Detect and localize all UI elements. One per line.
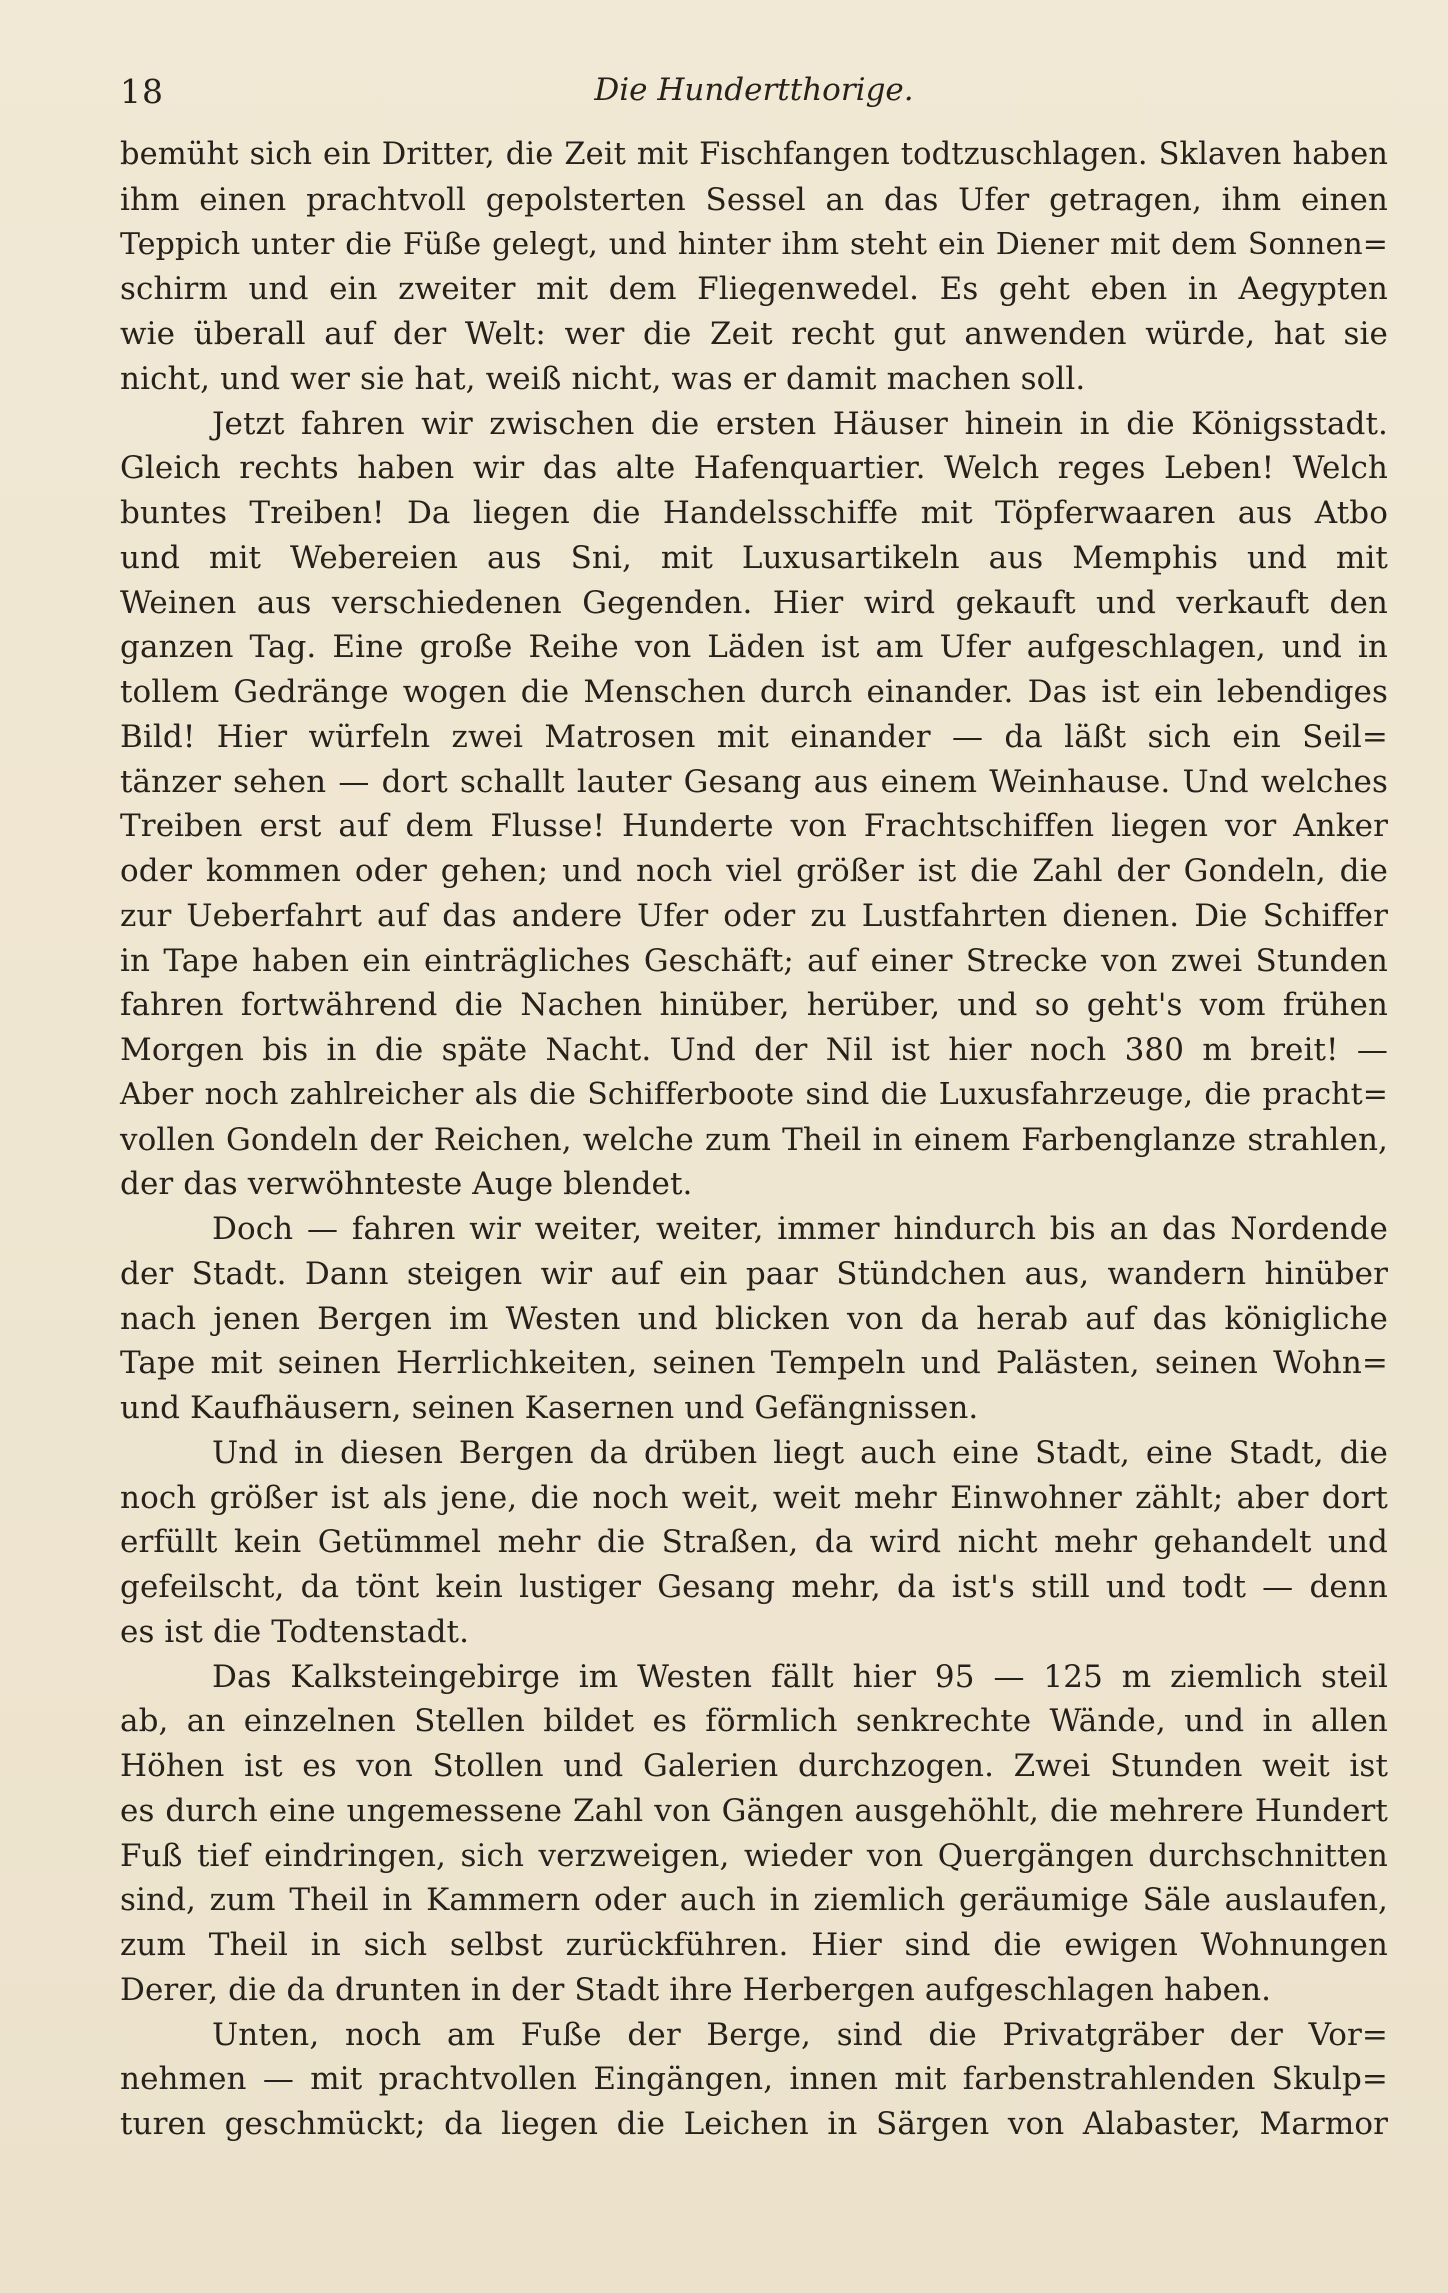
paragraph-start-line: Unten, noch am Fuße der Berge, sind die Privatgräber der Vor= [212, 2016, 1388, 2053]
text-line: vollen Gondeln der Reichen, welche zum Theil in einem Farbenglanze strahlen, [120, 1121, 1388, 1158]
text-line: Fuß tief eindringen, sich verzweigen, wieder von Quergängen durchschnitten [120, 1837, 1388, 1874]
text-line: Treiben erst auf dem Flusse! Hunderte von Frachtschiffen liegen vor Anker [120, 808, 1388, 845]
text-line: zur Ueberfahrt auf das andere Ufer oder zu Lustfahrten dienen. Die Schiffer [120, 897, 1388, 934]
page-number: 18 [120, 72, 164, 111]
text-line: und mit Webereien aus Sni, mit Luxusartikeln aus Memphis und mit [120, 539, 1388, 576]
text-line: erfüllt kein Getümmel mehr die Straßen, da wird nicht mehr gehandelt und [120, 1524, 1388, 1561]
paragraph-start-line: Das Kalksteingebirge im Westen fällt hier 95 — 125 m ziemlich steil [212, 1658, 1388, 1695]
text-line: Aber noch zahlreicher als die Schifferboote sind die Luxusfahrzeuge, die pracht= [120, 1076, 1388, 1112]
text-line: turen geschmückt; da liegen die Leichen in Särgen von Alabaster, Marmor [120, 2106, 1388, 2142]
text-line: der das verwöhnteste Auge blendet. [120, 1166, 693, 1203]
text-line: in Tape haben ein einträgliches Geschäft; auf einer Strecke von zwei Stunden [120, 942, 1388, 979]
body-text [120, 133, 1388, 2147]
paragraph-start-line: Und in diesen Bergen da drüben liegt auch eine Stadt, eine Stadt, die [212, 1434, 1388, 1471]
running-title: Die Hundertthorige. [594, 72, 914, 108]
text-line: nicht, und wer sie hat, weiß nicht, was er damit machen soll. [120, 360, 1086, 397]
text-line: es durch eine ungemessene Zahl von Gängen ausgehöhlt, die mehrere Hundert [120, 1792, 1388, 1829]
text-line: es ist die Todtenstadt. [120, 1613, 470, 1650]
text-line: Weinen aus verschiedenen Gegenden. Hier wird gekauft und verkauft den [120, 584, 1388, 621]
text-line: sind, zum Theil in Kammern oder auch in ziemlich geräumige Säle auslaufen, [120, 1882, 1388, 1919]
paragraph-start-line: Doch — fahren wir weiter, weiter, immer hindurch bis an das Nordende [212, 1211, 1388, 1247]
text-line: Teppich unter die Füße gelegt, und hinter ihm steht ein Diener mit dem Sonnen= [120, 226, 1388, 262]
text-line: tollem Gedränge wogen die Menschen durch einander. Das ist ein lebendiges [120, 674, 1388, 710]
text-line: buntes Treiben! Da liegen die Handelsschiffe mit Töpferwaaren aus Atbo [120, 495, 1388, 531]
text-line: fahren fortwährend die Nachen hinüber, herüber, und so geht's vom frühen [120, 987, 1388, 1024]
text-line: Höhen ist es von Stollen und Galerien durchzogen. Zwei Stunden weit ist [120, 1748, 1388, 1784]
text-line: schirm und ein zweiter mit dem Fliegenwedel. Es geht eben in Aegypten [120, 271, 1388, 308]
text-line: der Stadt. Dann steigen wir auf ein paar Stündchen aus, wandern hinüber [120, 1255, 1388, 1292]
text-line: Gleich rechts haben wir das alte Hafenquartier. Welch reges Leben! Welch [120, 450, 1388, 487]
text-line: gefeilscht, da tönt kein lustiger Gesang mehr, da ist's still und todt — denn [120, 1569, 1388, 1605]
text-line: Morgen bis in die späte Nacht. Und der Nil ist hier noch 380 m breit! — [120, 1032, 1388, 1068]
text-line: Tape mit seinen Herrlichkeiten, seinen Tempeln und Palästen, seinen Wohn= [120, 1345, 1388, 1382]
text-line: oder kommen oder gehen; und noch viel größer ist die Zahl der Gondeln, die [120, 853, 1388, 889]
text-line: nehmen — mit prachtvollen Eingängen, innen mit farbenstrahlenden Skulp= [120, 2061, 1388, 2098]
text-line: ab, an einzelnen Stellen bildet es förmlich senkrechte Wände, und in allen [120, 1703, 1388, 1740]
text-line: bemüht sich ein Dritter, die Zeit mit Fischfangen todtzuschlagen. Sklaven haben [120, 137, 1388, 172]
text-line: zum Theil in sich selbst zurückführen. Hier sind die ewigen Wohnungen [120, 1927, 1388, 1963]
text-line: ganzen Tag. Eine große Reihe von Läden ist am Ufer aufgeschlagen, und in [120, 629, 1388, 666]
text-line: wie überall auf der Welt: wer die Zeit recht gut anwenden würde, hat sie [120, 316, 1388, 352]
page-header [120, 72, 1388, 122]
text-line: tänzer sehen — dort schallt lauter Gesang aus einem Weinhause. Und welches [120, 763, 1388, 800]
text-line: noch größer ist als jene, die noch weit, weit mehr Einwohner zählt; aber dort [120, 1479, 1388, 1516]
text-line: und Kaufhäusern, seinen Kasernen und Gefängnissen. [120, 1390, 979, 1426]
text-line: ihm einen prachtvoll gepolsterten Sessel an das Ufer getragen, ihm einen [120, 181, 1388, 218]
text-line: Bild! Hier würfeln zwei Matrosen mit einander — da läßt sich ein Seil= [120, 718, 1388, 755]
paragraph-start-line: Jetzt fahren wir zwischen die ersten Häuser hinein in die Königsstadt. [212, 405, 1388, 442]
text-line: Derer, die da drunten in der Stadt ihre Herbergen aufgeschlagen haben. [120, 1971, 1272, 2008]
text-line: nach jenen Bergen im Westen und blicken von da herab auf das königliche [120, 1300, 1388, 1337]
